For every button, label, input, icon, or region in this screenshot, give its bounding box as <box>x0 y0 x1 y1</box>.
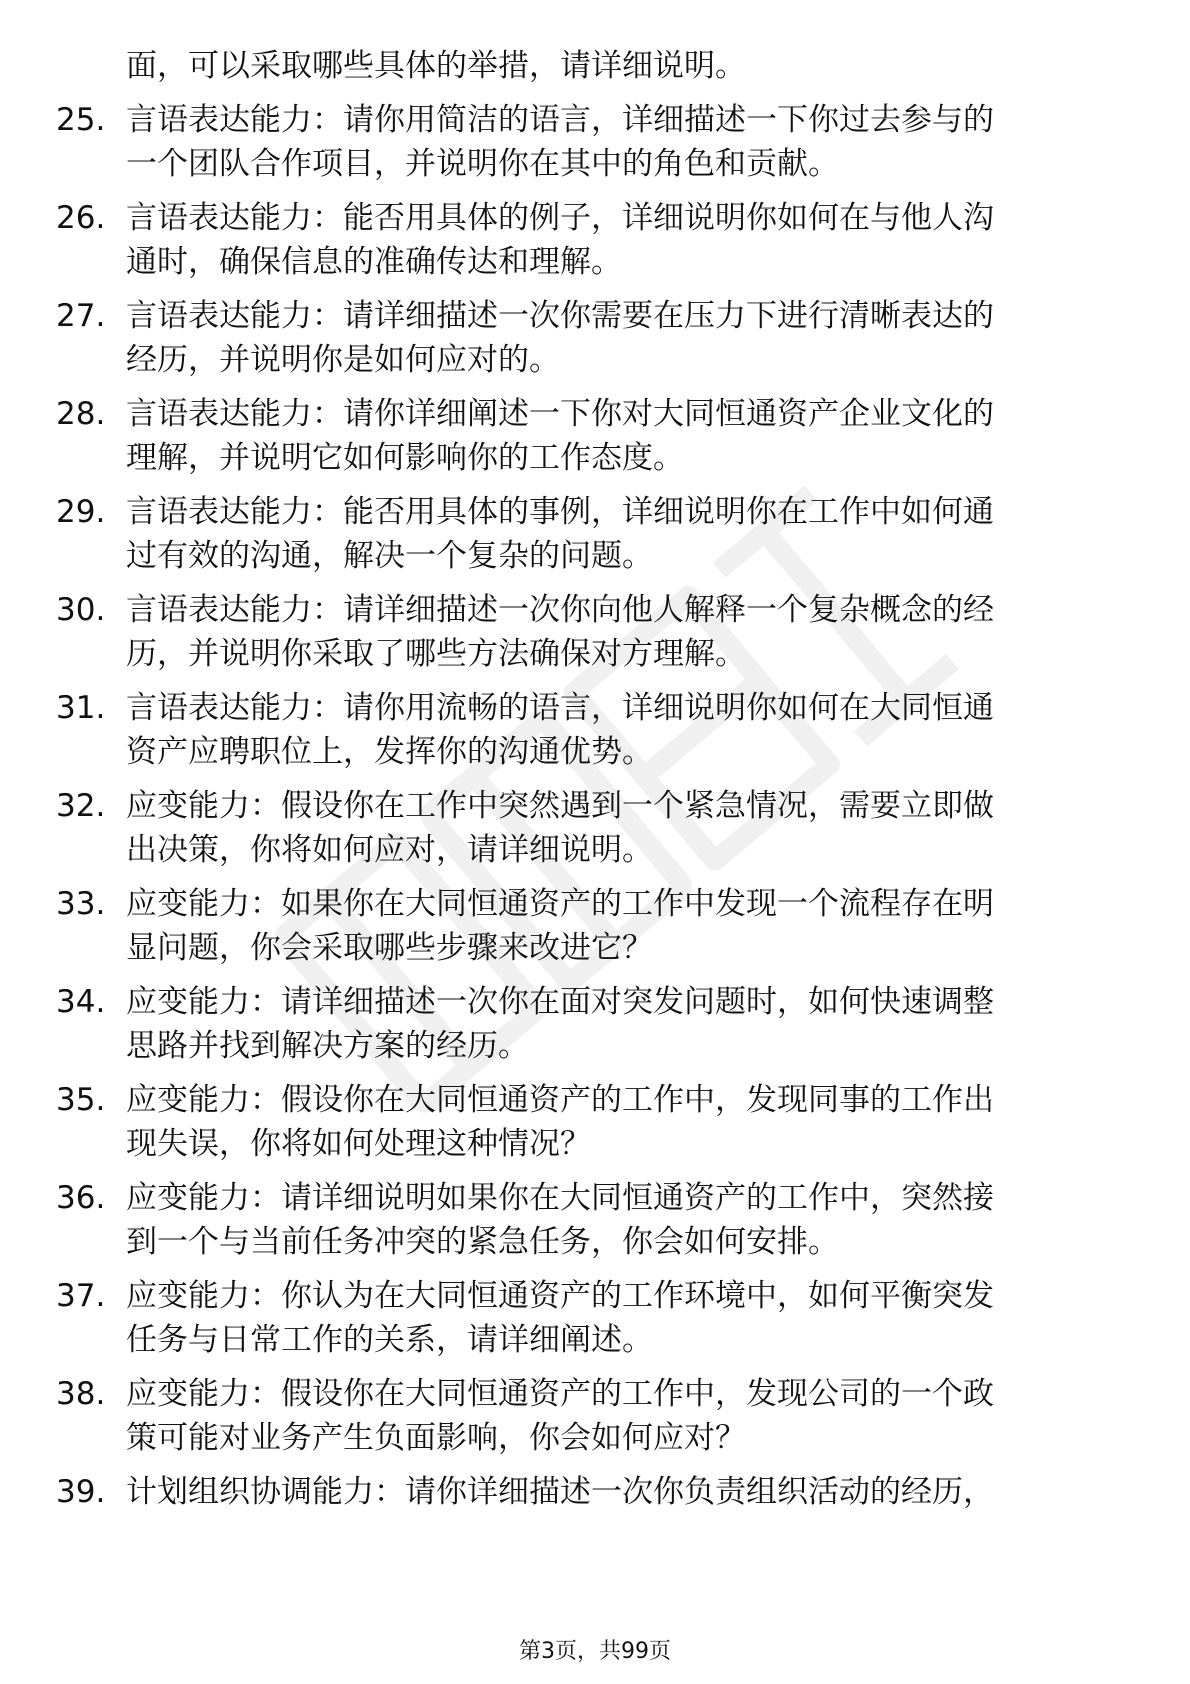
item-text <box>126 1274 1116 1362</box>
item-text-line: 计划组织协调能力：请你详细描述一次你负责组织活动的经历， <box>126 1474 994 1510</box>
item-text-line: 策可能对业务产生负面影响，你会如何应对？ <box>126 1420 746 1456</box>
item-text-line: 应变能力：你认为在大同恒通资产的工作环境中，如何平衡突发 <box>126 1278 994 1314</box>
question-list <box>56 44 1116 1524</box>
item-text <box>126 294 1116 382</box>
item-text <box>126 196 1116 284</box>
item-text <box>126 882 1116 970</box>
item-text <box>126 392 1116 480</box>
item-text-line: 应变能力：请详细说明如果你在大同恒通资产的工作中，突然接 <box>126 1180 994 1216</box>
item-text-line: 言语表达能力：请详细描述一次你向他人解释一个复杂概念的经 <box>126 592 994 628</box>
item-text-line: 理解，并说明它如何影响你的工作态度。 <box>126 440 684 476</box>
item-text-line: 资产应聘职位上，发挥你的沟通优势。 <box>126 734 653 770</box>
item-text-line: 应变能力：假设你在大同恒通资产的工作中，发现公司的一个政 <box>126 1376 994 1412</box>
item-text-line: 应变能力：假设你在工作中突然遇到一个紧急情况，需要立即做 <box>126 788 994 824</box>
item-text <box>126 98 1116 186</box>
list-item <box>56 686 1116 774</box>
item-text-line: 言语表达能力：请你详细阐述一下你对大同恒通资产企业文化的 <box>126 396 994 432</box>
item-text <box>126 980 1116 1068</box>
item-text-line: 显问题，你会采取哪些步骤来改进它？ <box>126 930 653 966</box>
item-number: 28. <box>56 396 106 432</box>
item-text-line: 言语表达能力：请你用简洁的语言，详细描述一下你过去参与的 <box>126 102 994 138</box>
item-text-line: 思路并找到解决方案的经历。 <box>126 1028 529 1064</box>
item-number: 34. <box>56 984 106 1020</box>
item-number: 26. <box>56 200 106 236</box>
item-text <box>126 1372 1116 1460</box>
item-number: 39. <box>56 1474 106 1510</box>
item-text-line: 现失误，你将如何处理这种情况？ <box>126 1126 591 1162</box>
item-text-line: 任务与日常工作的关系，请详细阐述。 <box>126 1322 653 1358</box>
list-item <box>56 98 1116 186</box>
item-text <box>126 784 1116 872</box>
item-text-line: 通时，确保信息的准确传达和理解。 <box>126 244 622 280</box>
item-text-line: 经历，并说明你是如何应对的。 <box>126 342 560 378</box>
item-number: 30. <box>56 592 106 628</box>
item-text <box>126 588 1116 676</box>
list-item <box>56 196 1116 284</box>
item-number: 25. <box>56 102 106 138</box>
item-text-line: 言语表达能力：请详细描述一次你需要在压力下进行清晰表达的 <box>126 298 994 334</box>
item-number: 32. <box>56 788 106 824</box>
item-number: 27. <box>56 298 106 334</box>
item-text-line: 一个团队合作项目，并说明你在其中的角色和贡献。 <box>126 146 839 182</box>
item-text-line: 言语表达能力：请你用流畅的语言，详细说明你如何在大同恒通 <box>126 690 994 726</box>
list-item <box>56 490 1116 578</box>
item-text-line: 到一个与当前任务冲突的紧急任务，你会如何安排。 <box>126 1224 839 1260</box>
list-item <box>56 784 1116 872</box>
item-number: 31. <box>56 690 106 726</box>
page-footer: 第3页，共99页 <box>519 1639 671 1664</box>
item-text <box>126 1176 1116 1264</box>
list-item <box>56 980 1116 1068</box>
item-text-line: 应变能力：假设你在大同恒通资产的工作中，发现同事的工作出 <box>126 1082 994 1118</box>
item-number: 29. <box>56 494 106 530</box>
item-number: 38. <box>56 1376 106 1412</box>
item-number: 35. <box>56 1082 106 1118</box>
item-text-line: 言语表达能力：能否用具体的事例，详细说明你在工作中如何通 <box>126 494 994 530</box>
list-item <box>56 1176 1116 1264</box>
item-text <box>126 1078 1116 1166</box>
list-item <box>56 392 1116 480</box>
item-text-line: 过有效的沟通，解决一个复杂的问题。 <box>126 538 653 574</box>
item-text-line: 应变能力：请详细描述一次你在面对突发问题时，如何快速调整 <box>126 984 994 1020</box>
list-item <box>56 1078 1116 1166</box>
list-item <box>56 1274 1116 1362</box>
list-item <box>56 1372 1116 1460</box>
list-item <box>56 294 1116 382</box>
item-text-line: 历，并说明你采取了哪些方法确保对方理解。 <box>126 636 746 672</box>
list-item <box>56 882 1116 970</box>
item-number: 36. <box>56 1180 106 1216</box>
item-text <box>126 490 1116 578</box>
item-text-line: 出决策，你将如何应对，请详细说明。 <box>126 832 653 868</box>
item-text <box>126 1470 1116 1514</box>
item-number: 37. <box>56 1278 106 1314</box>
item-number: 33. <box>56 886 106 922</box>
item-text-line: 应变能力：如果你在大同恒通资产的工作中发现一个流程存在明 <box>126 886 994 922</box>
item-text <box>126 686 1116 774</box>
continued-text: 面，可以采取哪些具体的举措，请详细说明。 <box>126 48 746 84</box>
item-text-line: 言语表达能力：能否用具体的例子，详细说明你如何在与他人沟 <box>126 200 994 236</box>
list-item <box>56 1470 1116 1514</box>
items-container <box>56 98 1116 1514</box>
list-item <box>56 588 1116 676</box>
